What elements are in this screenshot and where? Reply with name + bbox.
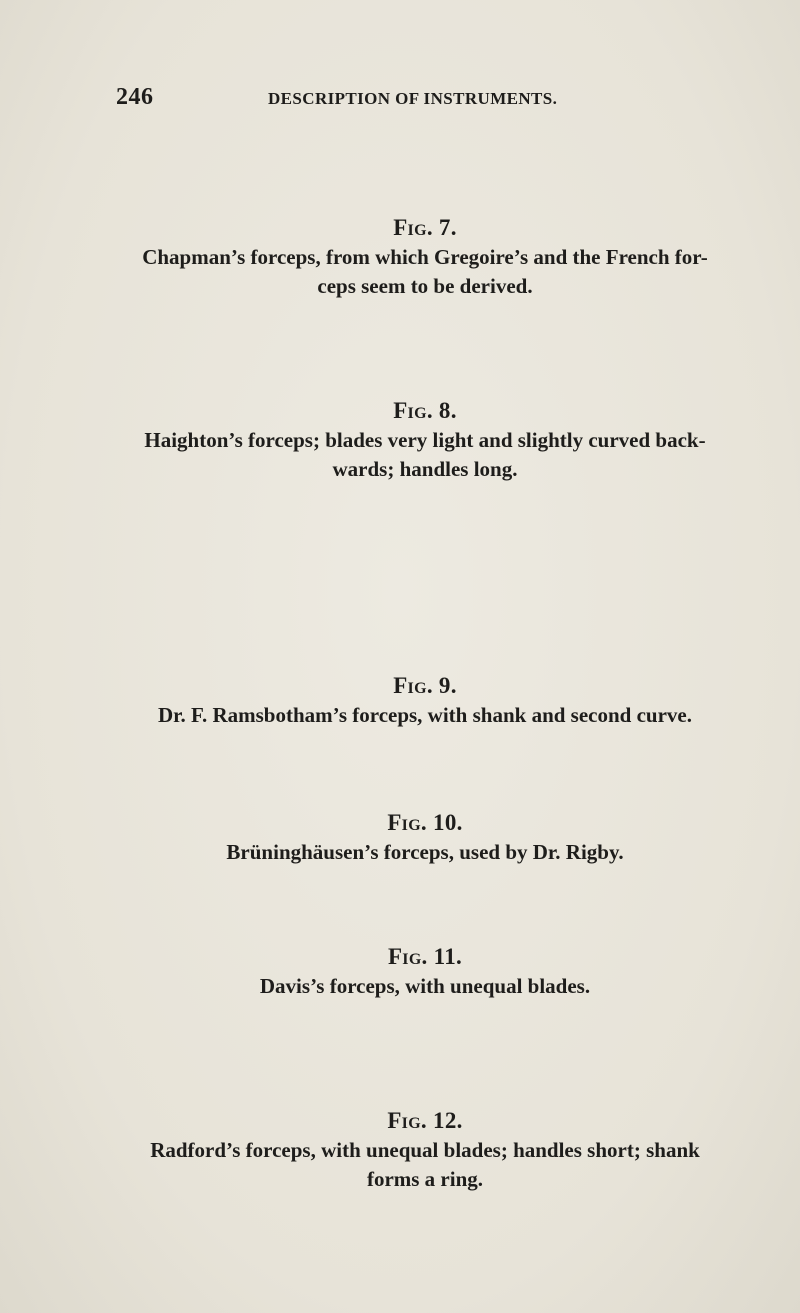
figure-label: Fig. 10. [387, 810, 463, 835]
figure-caption [100, 1136, 750, 1194]
figure-label: Fig. 7. [393, 215, 457, 240]
figure-label: Fig. 9. [393, 673, 457, 698]
figure-label: Fig. 12. [387, 1108, 463, 1133]
figure-9 [100, 671, 750, 730]
figure-12 [100, 1106, 750, 1194]
figure-10 [100, 808, 750, 867]
page-number: 246 [116, 84, 154, 110]
figure-11 [100, 942, 750, 1001]
page-header [116, 84, 650, 114]
figure-label: Fig. 8. [393, 398, 457, 423]
caption-line: Radford’s forceps, with unequal blades; handles short; shank [150, 1138, 700, 1162]
caption-line: Brüninghäusen’s forceps, used by Dr. Rigby. [226, 840, 624, 864]
figure-caption [100, 838, 750, 867]
figure-8 [100, 396, 750, 484]
figure-caption [100, 701, 750, 730]
figure-label: Fig. 11. [387, 944, 463, 969]
caption-line: Haighton’s forceps; blades very light and slightly curved back- [144, 428, 706, 452]
running-head: DESCRIPTION OF INSTRUMENTS. [268, 89, 558, 108]
caption-line: wards; handles long. [332, 457, 518, 481]
figure-caption [100, 426, 750, 484]
caption-line: Chapman’s forceps, from which Gregoire’s and the French for- [142, 245, 708, 269]
caption-line: ceps seem to be derived. [317, 274, 533, 298]
caption-line: forms a ring. [366, 1167, 484, 1191]
caption-line: Dr. F. Ramsbotham’s forceps, with shank and second curve. [157, 703, 692, 727]
figure-7 [100, 213, 750, 301]
figure-caption [100, 972, 750, 1001]
caption-line: Davis’s forceps, with unequal blades. [259, 974, 591, 998]
figure-caption [100, 243, 750, 301]
